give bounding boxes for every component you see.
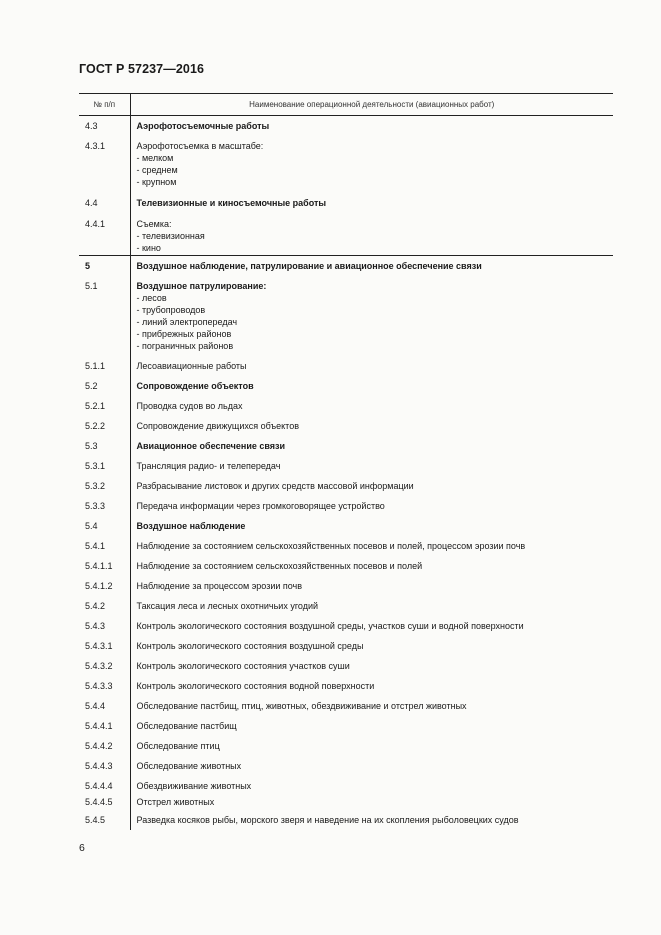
table-row	[79, 636, 613, 656]
operation-title: Сопровождение движущихся объектов	[136, 421, 299, 431]
table-row	[79, 137, 613, 193]
row-number: 5.4.4	[79, 696, 130, 716]
operation-title: Контроль экологического состояния воздушной среды, участков суши и водной поверхности	[136, 621, 524, 631]
row-number: 4.3.1	[79, 137, 130, 193]
table-row	[79, 696, 613, 716]
table-row	[79, 256, 613, 278]
row-number: 5.3	[79, 436, 130, 456]
operation-title: Контроль экологического состояния водной поверхности	[136, 681, 375, 691]
row-number: 4.4	[79, 193, 130, 214]
operation-title: Съемка:	[136, 219, 172, 229]
row-operation	[130, 137, 613, 193]
operation-title: Обследование пастбищ	[136, 721, 237, 731]
table-row	[79, 676, 613, 696]
row-number: 5.4.5	[79, 812, 130, 830]
operation-title: Трансляция радио- и телепередач	[136, 461, 281, 471]
operation-title: Лесоавиационные работы	[136, 361, 247, 371]
table-row	[79, 456, 613, 476]
table-row	[79, 616, 613, 636]
row-number: 5.4.4.3	[79, 756, 130, 776]
row-number: 5.4	[79, 516, 130, 536]
operation-title: Авиационное обеспечение связи	[136, 441, 286, 451]
row-operation	[130, 496, 613, 516]
table-row	[79, 396, 613, 416]
operation-title: Обследование птиц	[136, 741, 220, 751]
operation-title: Воздушное наблюдение	[136, 521, 246, 531]
row-number: 5.3.2	[79, 476, 130, 496]
row-operation	[130, 756, 613, 776]
row-operation	[130, 436, 613, 456]
operation-subitem: - лесов	[136, 293, 167, 303]
operation-title: Таксация леса и лесных охотничьих угодий	[136, 601, 319, 611]
row-number: 5.4.2	[79, 596, 130, 616]
operation-title: Аэрофотосъемочные работы	[136, 121, 270, 131]
table-row	[79, 794, 613, 812]
table-row	[79, 716, 613, 736]
table-row	[79, 277, 613, 356]
table-row	[79, 536, 613, 556]
row-operation	[130, 396, 613, 416]
row-number: 5.3.3	[79, 496, 130, 516]
operation-title: Аэрофотосъемка в масштабе:	[136, 141, 264, 151]
row-operation	[130, 193, 613, 214]
operations-table	[79, 93, 613, 830]
row-operation	[130, 656, 613, 676]
row-operation	[130, 556, 613, 576]
table-row	[79, 436, 613, 456]
table-row	[79, 736, 613, 756]
table-row	[79, 812, 613, 830]
operation-subitem: - телевизионная	[136, 231, 205, 241]
operation-subitem: - линий электропередач	[136, 317, 238, 327]
table-row	[79, 556, 613, 576]
operation-title: Наблюдение за процессом эрозии почв	[136, 581, 303, 591]
row-number: 5.3.1	[79, 456, 130, 476]
table-row	[79, 576, 613, 596]
operation-subitem: - мелком	[136, 153, 174, 163]
table-row	[79, 356, 613, 376]
row-operation	[130, 376, 613, 396]
operation-title: Контроль экологического состояния воздушной среды	[136, 641, 364, 651]
operation-title: Разведка косяков рыбы, морского зверя и наведение на их скопления рыболовецких судов	[136, 815, 519, 825]
row-number: 5.2.2	[79, 416, 130, 436]
row-operation	[130, 696, 613, 716]
row-number: 4.3	[79, 116, 130, 138]
row-operation	[130, 476, 613, 496]
operation-subitem: - прибрежных районов	[136, 329, 232, 339]
table-row	[79, 756, 613, 776]
operation-subitem: - крупном	[136, 177, 177, 187]
row-operation	[130, 736, 613, 756]
row-operation	[130, 356, 613, 376]
operation-title: Контроль экологического состояния участков суши	[136, 661, 350, 671]
operation-title: Обездвиживание животных	[136, 781, 252, 791]
row-operation	[130, 416, 613, 436]
operation-title: Проводка судов во льдах	[136, 401, 243, 411]
row-operation	[130, 256, 613, 278]
operation-subitem: - пограничных районов	[136, 341, 234, 351]
row-number: 5.4.1.1	[79, 556, 130, 576]
column-header-number: № п/п	[79, 94, 130, 116]
row-operation	[130, 716, 613, 736]
operation-subitem: - среднем	[136, 165, 178, 175]
table-row	[79, 596, 613, 616]
row-number: 5.2	[79, 376, 130, 396]
row-number: 5.2.1	[79, 396, 130, 416]
operation-subitem: - кино	[136, 243, 161, 253]
operation-title: Передача информации через громкоговорящее устройство	[136, 501, 385, 511]
page-number: 6	[79, 842, 85, 854]
table-row	[79, 476, 613, 496]
row-operation	[130, 214, 613, 256]
operation-title: Обследование пастбищ, птиц, животных, обездвиживание и отстрел животных	[136, 701, 467, 711]
row-operation	[130, 576, 613, 596]
table-row	[79, 214, 613, 256]
operations-table-container	[79, 93, 613, 830]
table-body	[79, 116, 613, 831]
table-header-row	[79, 94, 613, 116]
operation-title: Наблюдение за состоянием сельскохозяйственных посевов и полей	[136, 561, 423, 571]
column-header-operation: Наименование операционной деятельности (авиационных работ)	[130, 94, 613, 116]
operation-title: Отстрел животных	[136, 797, 215, 807]
row-number: 5.4.1.2	[79, 576, 130, 596]
operation-title: Воздушное патрулирование:	[136, 281, 267, 291]
table-row	[79, 416, 613, 436]
row-operation	[130, 812, 613, 830]
row-operation	[130, 676, 613, 696]
row-operation	[130, 116, 613, 138]
table-row	[79, 776, 613, 794]
row-number: 5.4.4.2	[79, 736, 130, 756]
row-number: 5.1	[79, 277, 130, 356]
row-number: 5.4.3.1	[79, 636, 130, 656]
row-operation	[130, 794, 613, 812]
row-operation	[130, 536, 613, 556]
row-operation	[130, 636, 613, 656]
table-row	[79, 656, 613, 676]
row-operation	[130, 616, 613, 636]
row-number: 5.4.4.4	[79, 776, 130, 794]
table-row	[79, 516, 613, 536]
operation-title: Воздушное наблюдение, патрулирование и авиационное обеспечение связи	[136, 261, 482, 271]
row-number: 5.4.3.3	[79, 676, 130, 696]
row-operation	[130, 456, 613, 476]
operation-title: Сопровождение объектов	[136, 381, 254, 391]
row-operation	[130, 776, 613, 794]
operation-title: Телевизионные и киносъемочные работы	[136, 198, 327, 208]
operation-title: Разбрасывание листовок и других средств массовой информации	[136, 481, 414, 491]
operation-subitem: - трубопроводов	[136, 305, 206, 315]
table-row	[79, 116, 613, 138]
table-row	[79, 496, 613, 516]
row-operation	[130, 596, 613, 616]
table-row	[79, 193, 613, 214]
table-row	[79, 376, 613, 396]
row-number: 5.4.1	[79, 536, 130, 556]
row-number: 5.1.1	[79, 356, 130, 376]
row-number: 5.4.3	[79, 616, 130, 636]
row-number: 5.4.3.2	[79, 656, 130, 676]
row-operation	[130, 277, 613, 356]
operation-title: Обследование животных	[136, 761, 242, 771]
row-number: 4.4.1	[79, 214, 130, 256]
row-number: 5	[79, 256, 130, 278]
row-number: 5.4.4.5	[79, 794, 130, 812]
row-operation	[130, 516, 613, 536]
document-header: ГОСТ Р 57237—2016	[79, 62, 205, 76]
row-number: 5.4.4.1	[79, 716, 130, 736]
operation-title: Наблюдение за состоянием сельскохозяйственных посевов и полей, процессом эрозии почв	[136, 541, 526, 551]
